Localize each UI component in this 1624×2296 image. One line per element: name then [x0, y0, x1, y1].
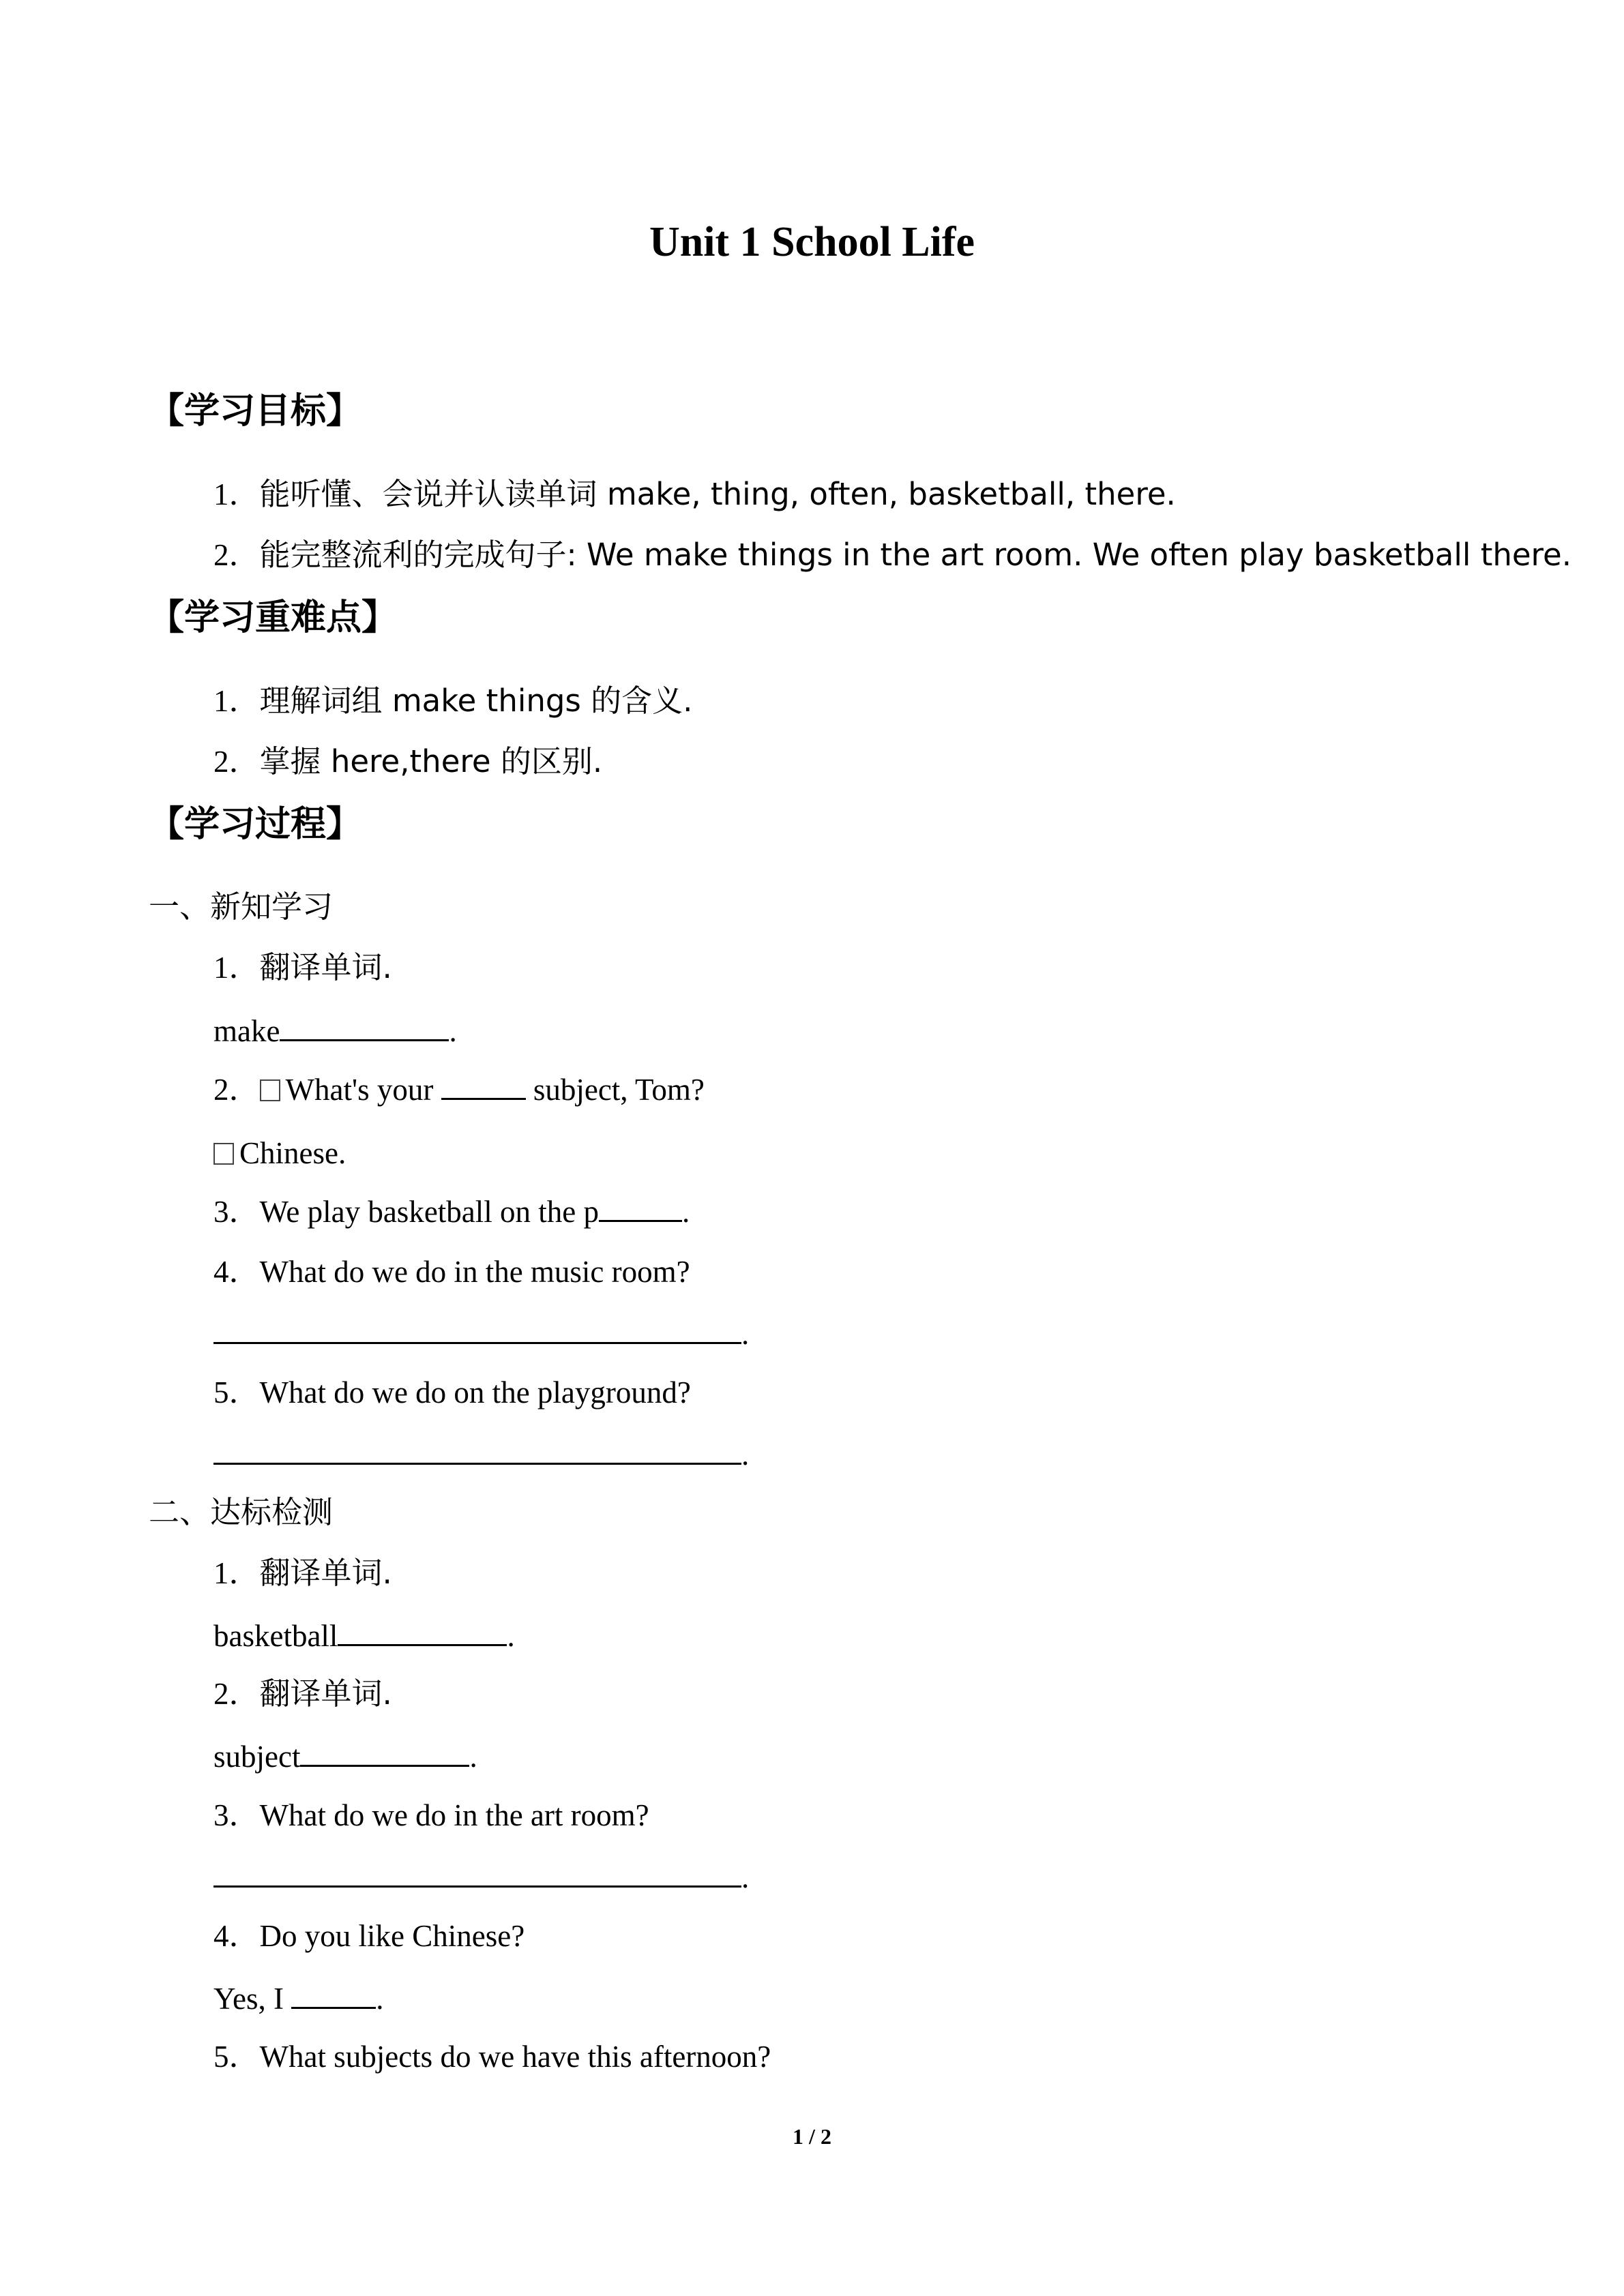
part1-q3-number: 3．: [213, 1195, 260, 1229]
part1-q3-end: .: [682, 1195, 690, 1229]
part1-q3-blank[interactable]: [599, 1193, 682, 1222]
section-heading-objectives: 【学习目标】: [149, 391, 362, 432]
part2-q5-text: What subjects do we have this afternoon?: [259, 2040, 771, 2074]
section-heading-key-points: 【学习重难点】: [149, 597, 398, 638]
part1-q5-number: 5．: [213, 1375, 260, 1410]
part1-q4: [213, 1253, 690, 1291]
key-point-item-1: [213, 682, 692, 720]
part2-q1-blank[interactable]: [338, 1617, 507, 1646]
part2-q3-text: What do we do in the art room?: [259, 1798, 649, 1832]
objective-item-2: [213, 536, 1571, 574]
part2-q3: [213, 1796, 649, 1834]
key-point-1-text: 理解词组 make things 的含义.: [259, 683, 693, 719]
part1-q5-blank[interactable]: [213, 1435, 741, 1465]
part2-q4-end: .: [376, 1982, 384, 2016]
part1-q1: [213, 949, 392, 987]
part2-q2-end: .: [469, 1740, 477, 1774]
page-number: 1 / 2: [793, 2124, 831, 2149]
part1-q2-number: 2．: [213, 1073, 260, 1107]
checkbox-icon: [213, 1143, 234, 1165]
part1-q2-prompt-b: subject, Tom?: [525, 1073, 705, 1107]
part2-q1: [213, 1554, 392, 1592]
part1-q2-answer: [213, 1134, 346, 1172]
objective-item-1: [213, 475, 1176, 513]
part2-q4-answer: [213, 1980, 383, 2018]
part2-q3-blank[interactable]: [213, 1858, 741, 1888]
part1-q5-answer: [213, 1435, 749, 1474]
part2-q1-end: .: [507, 1619, 515, 1653]
objective-1-text: 能听懂、会说并认读单词 make, thing, often, basketball, there.: [259, 476, 1176, 512]
part2-q2-number: 2．: [213, 1677, 260, 1711]
part1-q4-number: 4．: [213, 1255, 260, 1289]
part2-q1-number: 1．: [213, 1556, 260, 1590]
part1-heading: 一、新知学习: [149, 889, 334, 925]
part1-q1-number: 1．: [213, 951, 260, 985]
part1-q2-blank[interactable]: [441, 1071, 526, 1100]
part1-q4-blank[interactable]: [213, 1315, 741, 1344]
part2-q1-answer: [213, 1617, 515, 1655]
part2-q4-answer-prefix: Yes, I: [213, 1982, 292, 2016]
part1-q1-end: .: [449, 1014, 457, 1048]
part2-q5-number: 5．: [213, 2040, 260, 2074]
part1-q1-word: make: [213, 1014, 280, 1048]
part1-q2-prompt-a: What's your: [285, 1073, 441, 1107]
part2-q2-word: subject: [213, 1740, 301, 1774]
part2-q2-text: 翻译单词.: [259, 1675, 392, 1712]
objective-2-text: 能完整流利的完成句子: We make things in the art room. We often play basketball there.: [259, 537, 1572, 573]
part1-q5-end: .: [741, 1437, 750, 1472]
part2-q4-blank[interactable]: [291, 1980, 376, 2009]
key-point-2-text: 掌握 here,there 的区别.: [259, 743, 603, 779]
part1-q2: [213, 1071, 705, 1109]
part2-q2-answer: [213, 1738, 477, 1776]
part2-q3-end: .: [741, 1860, 750, 1894]
part2-q4: [213, 1917, 525, 1955]
part1-q1-blank[interactable]: [280, 1012, 449, 1041]
part2-q5: [213, 2038, 771, 2076]
key-point-item-2: [213, 743, 602, 781]
part1-q1-answer: [213, 1012, 457, 1050]
part1-q4-text: What do we do in the music room?: [259, 1255, 690, 1289]
key-point-1-number: 1．: [213, 684, 260, 718]
part1-q4-answer: [213, 1315, 749, 1353]
part2-heading: 二、达标检测: [149, 1494, 334, 1530]
part2-q4-number: 4．: [213, 1919, 260, 1953]
part1-q5: [213, 1373, 691, 1412]
part2-q2: [213, 1675, 392, 1713]
part1-q5-text: What do we do on the playground?: [259, 1375, 691, 1410]
part1-q3-text: We play basketball on the p: [259, 1195, 599, 1229]
objective-2-number: 2．: [213, 538, 260, 572]
part1-q2-answer-text: Chinese.: [239, 1136, 346, 1170]
part2-q1-text: 翻译单词.: [259, 1555, 392, 1591]
part2-q4-text: Do you like Chinese?: [259, 1919, 525, 1953]
part2-q2-blank[interactable]: [300, 1738, 469, 1767]
part2-q3-answer: [213, 1858, 749, 1896]
checkbox-icon: [260, 1079, 280, 1101]
part2-q1-word: basketball: [213, 1619, 338, 1653]
part1-q3: [213, 1193, 690, 1231]
objective-1-number: 1．: [213, 477, 260, 511]
page-title: Unit 1 School Life: [649, 219, 975, 265]
part1-q1-text: 翻译单词.: [259, 949, 392, 985]
part2-q3-number: 3．: [213, 1798, 260, 1832]
part1-q4-end: .: [741, 1317, 750, 1351]
key-point-2-number: 2．: [213, 745, 260, 779]
section-heading-process: 【学习过程】: [149, 804, 362, 845]
